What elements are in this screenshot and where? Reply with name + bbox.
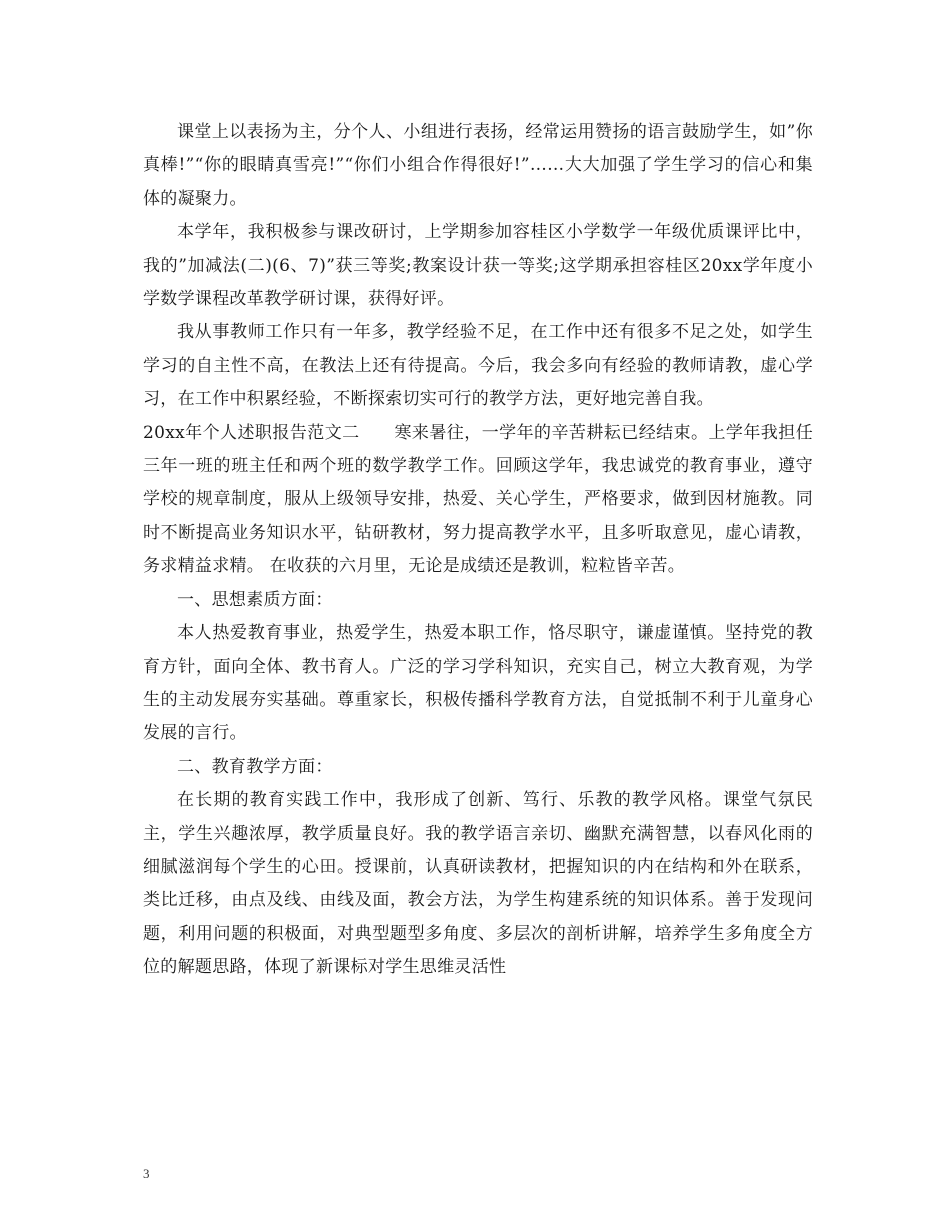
section-heading-ideology: 一、思想素质方面： xyxy=(177,589,333,610)
paragraph-report-sample-two: 20xx年个人述职报告范文二 寒来暑往，一学年的辛苦耕耘已经结束。上学年我担任三年一班的班主任和两个班的数学教学工作。回顾这学年，我忠诚党的教育事业，遵守学校的规章制度，服从上级领导安排，热爱、关心学生，严格要求，做到因材施教。同时不断提高业务知识水平，钻研教材，努力提高教学水平，且多听取意见，虚心请教，务求精益求精。 在收获的六月里，无论是成绩还是教训，粒粒皆辛苦。 xyxy=(143,422,813,577)
paragraph-ideology: 本人热爱教育事业，热爱学生，热爱本职工作，恪尽职守，谦虚谨慎。坚持党的教育方针，面向全体、教书育人。广泛的学习学科知识，充实自己，树立大教育观，为学生的主动发展夯实基础。尊重家长，积极传播科学教育方法，自觉抵制不利于儿童身心发展的言行。 xyxy=(143,623,813,744)
page-number: 3 xyxy=(143,1166,150,1181)
paragraph-curriculum-reform: 本学年，我积极参与课改研讨，上学期参加容桂区小学数学一年级优质课评比中，我的”加减法(二)(6、7)”获三等奖;教案设计获一等奖;这学期承担容桂区20xx学年度小学数学课程改革教学研讨课，获得好评。 xyxy=(143,222,813,310)
paragraph-praise-in-class: 课堂上以表扬为主，分个人、小组进行表扬，经常运用赞扬的语言鼓励学生，如”你真棒!”“你的眼睛真雪亮!”“你们小组合作得很好!”……大大加强了学生学习的信心和集体的凝聚力。 xyxy=(143,122,813,209)
document-body xyxy=(143,116,813,985)
section-heading-teaching: 二、教育教学方面： xyxy=(177,756,333,777)
paragraph-teaching: 在长期的教育实践工作中，我形成了创新、笃行、乐教的教学风格。课堂气氛民主，学生兴趣浓厚，教学质量良好。我的教学语言亲切、幽默充满智慧，以春风化雨的细腻滋润每个学生的心田。授课前，认真研读教材，把握知识的内在结构和外在联系，类比迁移，由点及线、由线及面，教会方法，为学生构建系统的知识体系。善于发现问题，利用问题的积极面，对典型题型多角度、多层次的剖析讲解，培养学生多角度全方位的解题思路，体现了新课标对学生思维灵活性 xyxy=(143,790,813,978)
paragraph-self-improvement: 我从事教师工作只有一年多，教学经验不足，在工作中还有很多不足之处，如学生学习的自主性不高，在教法上还有待提高。今后，我会多向有经验的教师请教，虚心学习，在工作中积累经验，不断探索切实可行的教学方法，更好地完善自我。 xyxy=(143,322,813,410)
